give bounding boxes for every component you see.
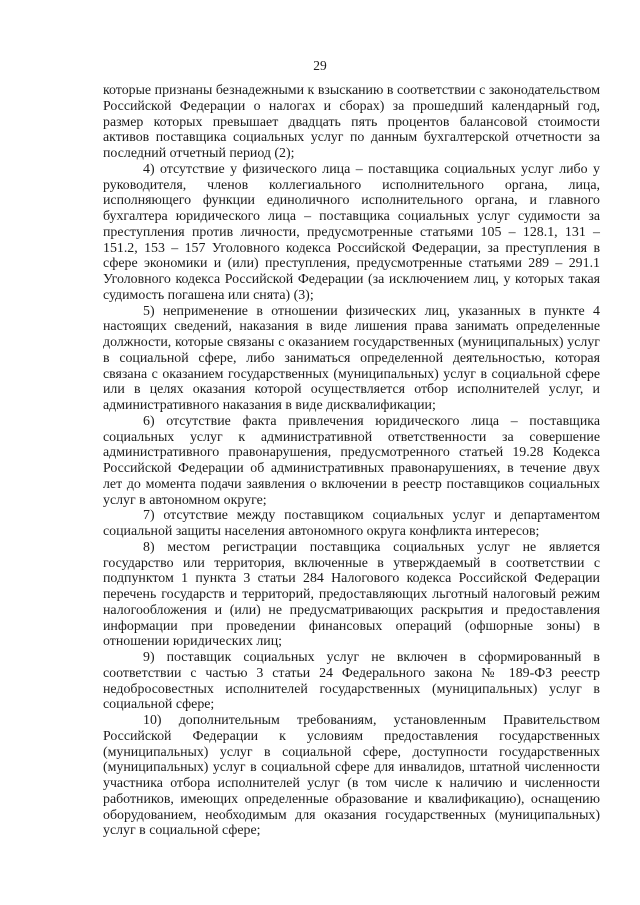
- paragraph-continuation: которые признаны безнадежными к взысканию в соответствии с законодательством Российской Федерации о налогах и сборах) за прошедший календарный год, размер которых превышает двадцать пять процентов балансовой стоимости активов поставщика социальных услуг по данным бухгалтерской отчетности за последний отчетный период (2);: [103, 83, 600, 161]
- paragraph-item-5: 5) неприменение в отношении физических лиц, указанных в пункте 4 настоящих сведений, наказания в виде лишения права занимать определенные должности, которые связаны с оказанием государственных (муниципальных) услуг в социальной сфере, либо заниматься определенной деятельностью, которая связана с оказанием государственных (муниципальных) услуг в социальной сфере или в целях оказания которой осуществляется отбор исполнителей услуг, и административного наказания в виде дисквалификации;: [103, 303, 600, 413]
- page-number: 29: [313, 58, 327, 73]
- paragraph-item-7: 7) отсутствие между поставщиком социальных услуг и департаментом социальной защиты населения автономного округа конфликта интересов;: [103, 508, 600, 539]
- paragraph-item-6: 6) отсутствие факта привлечения юридического лица – поставщика социальных услуг к административной ответственности за совершение административного правонарушения, предусмотренного статьей 19.28 Кодекса Российской Федерации об административных правонарушениях, в течение двух лет до момента подачи заявления о включении в реестр поставщиков социальных услуг в автономном округе;: [103, 413, 600, 508]
- paragraph-item-4: 4) отсутствие у физического лица – поставщика социальных услуг либо у руководителя, членов коллегиального исполнительного органа, лица, исполняющего функции единоличного исполнительного органа, и главного бухгалтера юридического лица – поставщика социальных услуг судимости за преступления против личности, предусмотренные статьями 105 – 128.1, 131 – 151.2, 153 – 157 Уголовного кодекса Российской Федерации, за преступления в сфере экономики и (или) преступления, предусмотренные статьями 289 – 291.1 Уголовного кодекса Российской Федерации (за исключением лиц, у которых такая судимость погашена или снята) (3);: [103, 161, 600, 303]
- document-body: [103, 83, 600, 839]
- paragraph-item-9: 9) поставщик социальных услуг не включен в сформированный в соответствии с частью 3 статьи 24 Федерального закона № 189-ФЗ реестр недобросовестных исполнителей государственных (муниципальных) услуг в социальной сфере;: [103, 650, 600, 713]
- paragraph-item-10: 10) дополнительным требованиям, установленным Правительством Российской Федерации к условиям предоставления государственных (муниципальных) услуг в социальной сфере, доступности государственных (муниципальных) услуг в социальной сфере для инвалидов, штатной численности участника отбора исполнителей услуг (в том числе к наличию и численности работников, имеющих определенные образование и квалификацию), оснащению оборудованием, необходимым для оказания государственных (муниципальных) услуг в социальной сфере;: [103, 713, 600, 839]
- paragraph-item-8: 8) местом регистрации поставщика социальных услуг не является государство или территория, включенные в утверждаемый в соответствии с подпунктом 1 пункта 3 статьи 284 Налогового кодекса Российской Федерации перечень государств и территорий, предоставляющих льготный налоговый режим налогообложения и (или) не предусматривающих раскрытия и предоставления информации при проведении финансовых операций (офшорные зоны) в отношении юридических лиц;: [103, 539, 600, 650]
